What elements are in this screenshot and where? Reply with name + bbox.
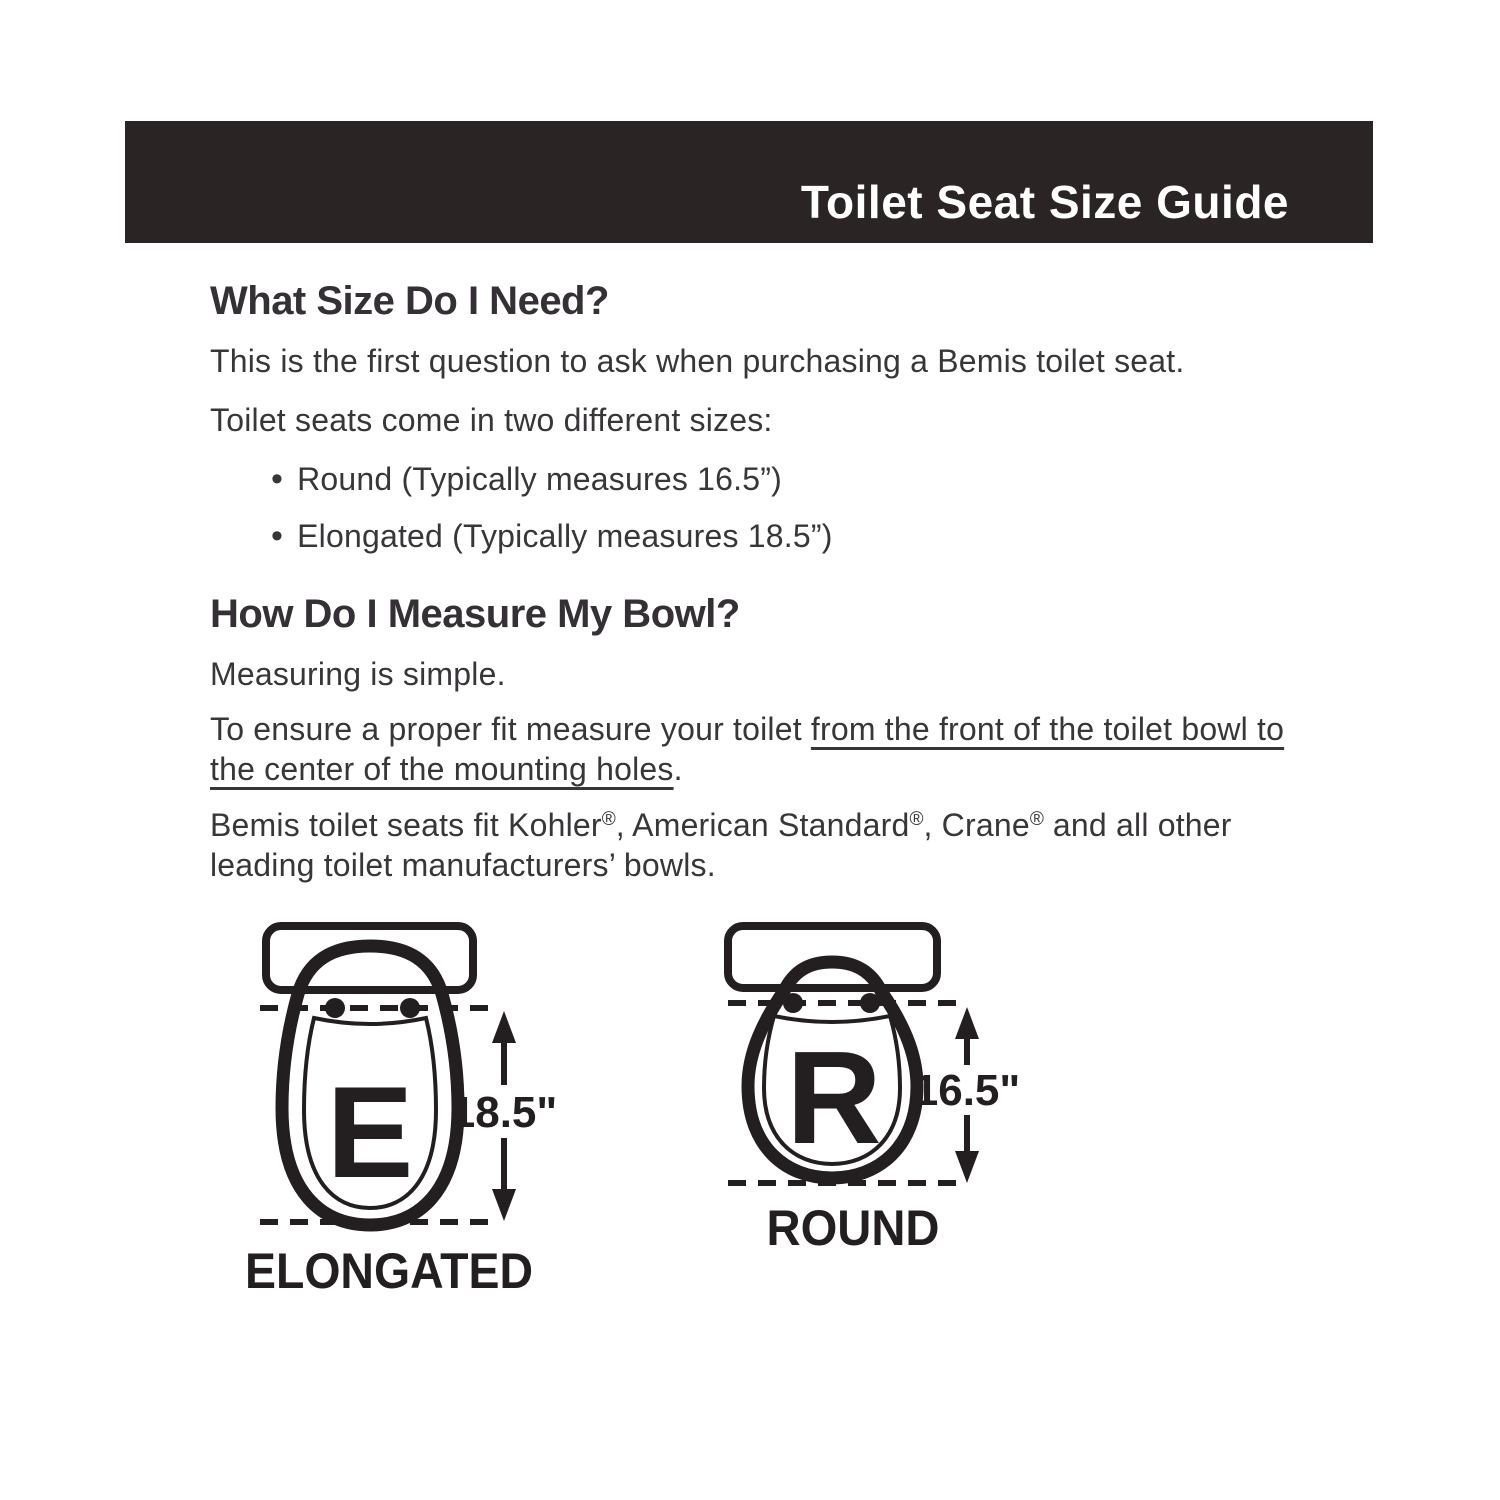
- elongated-diagram: [230, 900, 570, 1300]
- mounting-bolt-icon: [783, 993, 803, 1013]
- bullet-elongated-label: Elongated (Typically measures 18.5”): [297, 518, 833, 554]
- size-letter: R: [786, 1024, 882, 1171]
- measurement-value: 18.5": [450, 1088, 558, 1137]
- brands-paragraph: [210, 800, 1232, 885]
- mounting-bolt-icon: [400, 998, 420, 1018]
- fit-instruction-line1: [210, 709, 1284, 749]
- brands-text: , Crane: [923, 807, 1030, 843]
- round-diagram: [710, 900, 1040, 1260]
- arrow-down-icon: [955, 1151, 979, 1183]
- arrow-up-icon: [955, 1007, 979, 1039]
- bullet-round-label: Round (Typically measures 16.5”): [297, 461, 782, 497]
- bullet-item-elongated: [271, 516, 833, 556]
- registered-mark: ®: [601, 809, 616, 830]
- diagram-label: ELONGATED: [245, 1243, 533, 1299]
- size-letter: E: [326, 1059, 414, 1205]
- section-heading-measure: How Do I Measure My Bowl?: [210, 592, 740, 636]
- brands-line2: leading toilet manufacturers’ bowls.: [210, 847, 716, 883]
- arrow-down-icon: [492, 1189, 516, 1221]
- brands-text: Bemis toilet seats fit Kohler: [210, 807, 602, 843]
- brands-line1: [210, 800, 1232, 845]
- header-bar: [125, 121, 1373, 243]
- fit-normal-text: To ensure a proper fit measure your toilet: [210, 711, 811, 747]
- fit-instruction-paragraph: [210, 709, 1284, 789]
- fit-suffix-text: .: [673, 751, 683, 787]
- underlined-phrase: the center of the mounting holes: [210, 751, 674, 787]
- brands-text: , American Standard: [615, 807, 910, 843]
- sizes-lead-paragraph: Toilet seats come in two different sizes:: [210, 402, 773, 438]
- registered-mark: ®: [1029, 809, 1044, 830]
- brands-text: and all other: [1043, 807, 1232, 843]
- mounting-bolt-icon: [860, 993, 880, 1013]
- underlined-phrase: from the front of the toilet bowl to: [810, 711, 1285, 747]
- arrow-up-icon: [492, 1011, 516, 1043]
- bullet-dot-icon: •: [271, 517, 284, 555]
- registered-mark: ®: [909, 809, 924, 830]
- intro-paragraph: This is the first question to ask when purchasing a Bemis toilet seat.: [210, 343, 1185, 379]
- measurement-value: 16.5": [913, 1066, 1021, 1115]
- measuring-simple-paragraph: Measuring is simple.: [210, 656, 506, 692]
- diagram-label: ROUND: [766, 1200, 940, 1256]
- mounting-bolt-icon: [325, 998, 345, 1018]
- bullet-item-round: [271, 459, 782, 499]
- bullet-dot-icon: •: [271, 460, 284, 498]
- page-title: Toilet Seat Size Guide: [800, 176, 1289, 228]
- section-heading-size: What Size Do I Need?: [210, 279, 609, 323]
- fit-instruction-line2: [210, 749, 1284, 789]
